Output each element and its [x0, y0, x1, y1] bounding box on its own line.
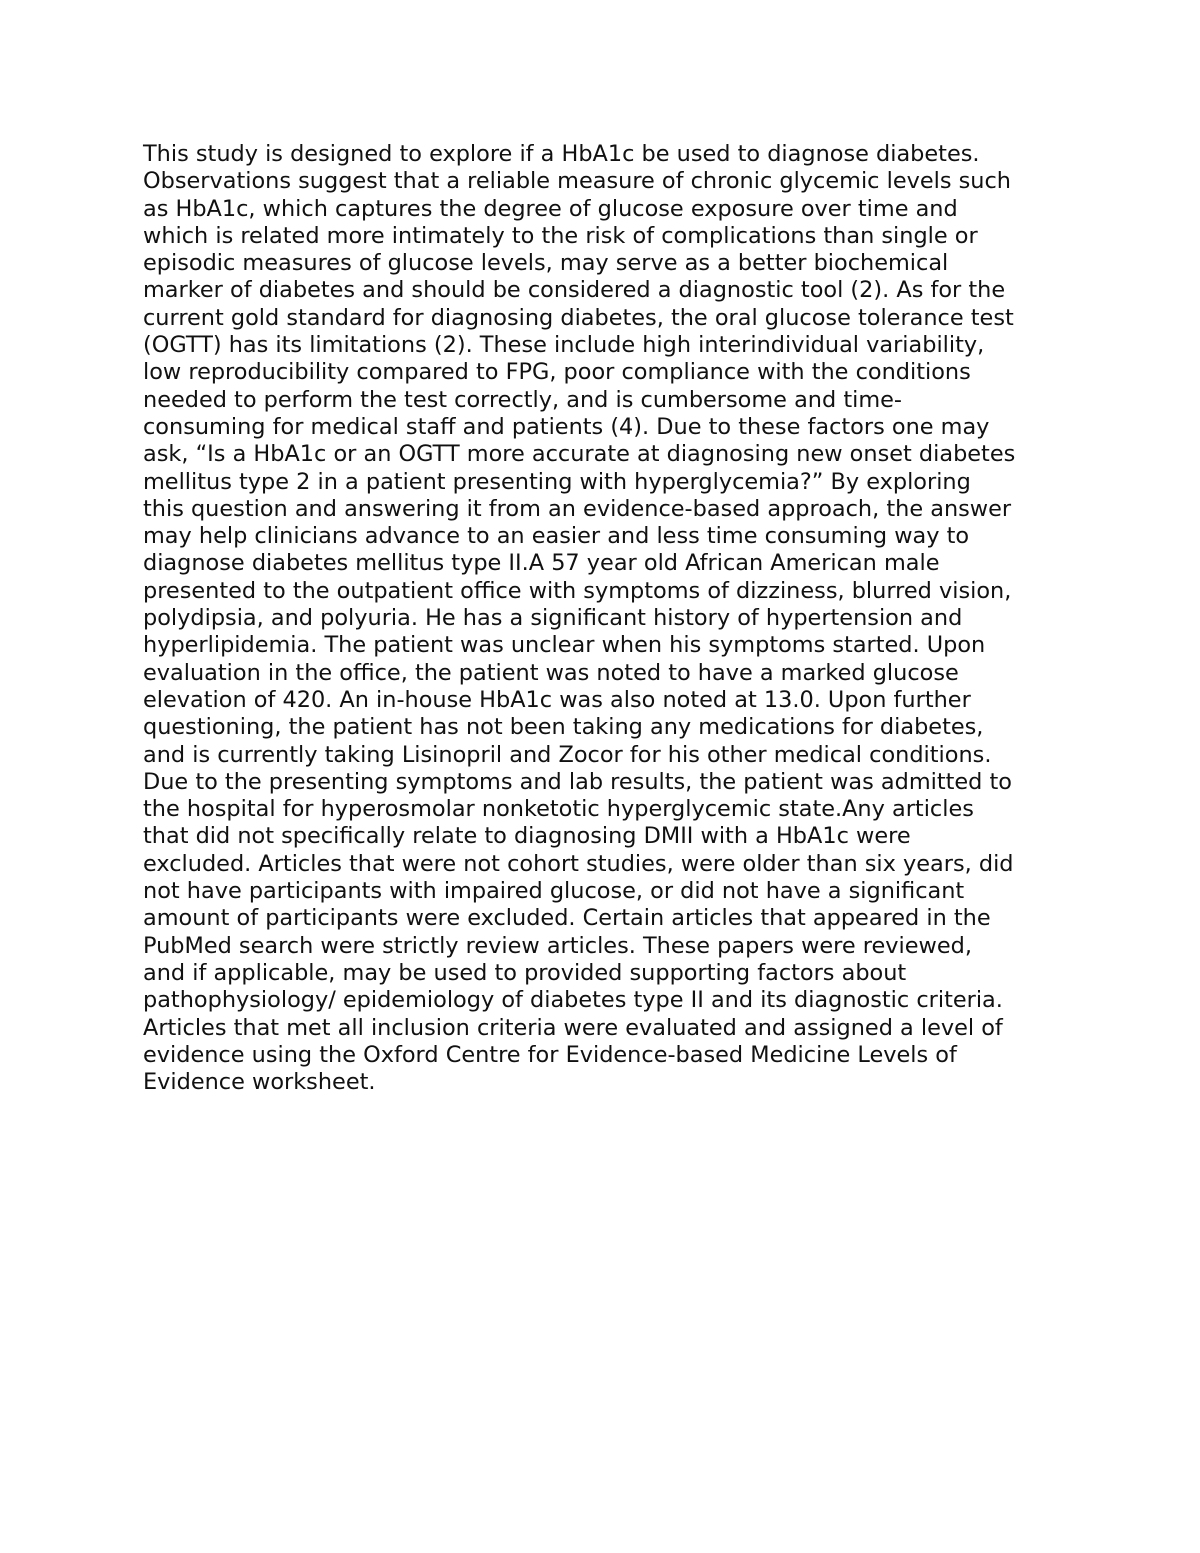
text-line: Due to the presenting symptoms and lab results, the patient was admitted to: [143, 768, 1012, 795]
text-line: Observations suggest that a reliable measure of chronic glycemic levels such: [143, 168, 1011, 195]
text-line: and is currently taking Lisinopril and Zocor for his other medical conditions.: [143, 741, 992, 768]
text-line: may help clinicians advance to an easier and less time consuming way to: [143, 523, 970, 550]
text-line: current gold standard for diagnosing diabetes, the oral glucose tolerance test: [143, 304, 1014, 331]
text-line: questioning, the patient has not been taking any medications for diabetes,: [143, 714, 984, 741]
text-line: mellitus type 2 in a patient presenting with hyperglycemia?” By exploring: [143, 468, 971, 495]
body-paragraph: [143, 141, 1073, 1096]
text-line: the hospital for hyperosmolar nonketotic hyperglycemic state.Any articles: [143, 796, 974, 823]
text-line: diagnose diabetes mellitus type II.A 57 year old African American male: [143, 550, 940, 577]
text-line: not have participants with impaired glucose, or did not have a significant: [143, 878, 965, 905]
text-line: amount of participants were excluded. Certain articles that appeared in the: [143, 905, 991, 932]
text-line: This study is designed to explore if a HbA1c be used to diagnose diabetes.: [143, 141, 980, 167]
text-line: marker of diabetes and should be considered a diagnostic tool (2). As for the: [143, 277, 1006, 304]
text-line: low reproducibility compared to FPG, poor compliance with the conditions: [143, 359, 971, 386]
text-line: PubMed search were strictly review articles. These papers were reviewed,: [143, 932, 972, 959]
text-line: as HbA1c, which captures the degree of glucose exposure over time and: [143, 195, 958, 222]
text-line: ask, “Is a HbA1c or an OGTT more accurate at diagnosing new onset diabetes: [143, 441, 1016, 468]
text-line: needed to perform the test correctly, and is cumbersome and time-: [143, 386, 902, 413]
text-line: consuming for medical staff and patients (4). Due to these factors one may: [143, 413, 990, 440]
text-line: (OGTT) has its limitations (2). These include high interindividual variability,: [143, 332, 985, 359]
text-line: presented to the outpatient office with symptoms of dizziness, blurred vision,: [143, 577, 1012, 604]
text-line: this question and answering it from an evidence-based approach, the answer: [143, 495, 1012, 522]
text-line: Articles that met all inclusion criteria were evaluated and assigned a level of: [143, 1014, 1003, 1041]
text-line: elevation of 420. An in-house HbA1c was also noted at 13.0. Upon further: [143, 686, 971, 713]
text-line: which is related more intimately to the risk of complications than single or: [143, 222, 978, 249]
text-line: evidence using the Oxford Centre for Evidence-based Medicine Levels of: [143, 1041, 957, 1068]
text-line: polydipsia, and polyuria. He has a significant history of hypertension and: [143, 605, 963, 632]
text-line: and if applicable, may be used to provided supporting factors about: [143, 959, 907, 986]
text-line: evaluation in the office, the patient was noted to have a marked glucose: [143, 659, 959, 686]
text-line: pathophysiology/ epidemiology of diabetes type II and its diagnostic criteria.: [143, 987, 1003, 1014]
text-line: hyperlipidemia. The patient was unclear when his symptoms started. Upon: [143, 632, 986, 659]
text-line: that did not specifically relate to diagnosing DMII with a HbA1c were: [143, 823, 911, 850]
text-line: episodic measures of glucose levels, may serve as a better biochemical: [143, 250, 949, 277]
text-line: excluded. Articles that were not cohort studies, were older than six years, did: [143, 850, 1014, 877]
text-line: Evidence worksheet.: [143, 1069, 376, 1096]
